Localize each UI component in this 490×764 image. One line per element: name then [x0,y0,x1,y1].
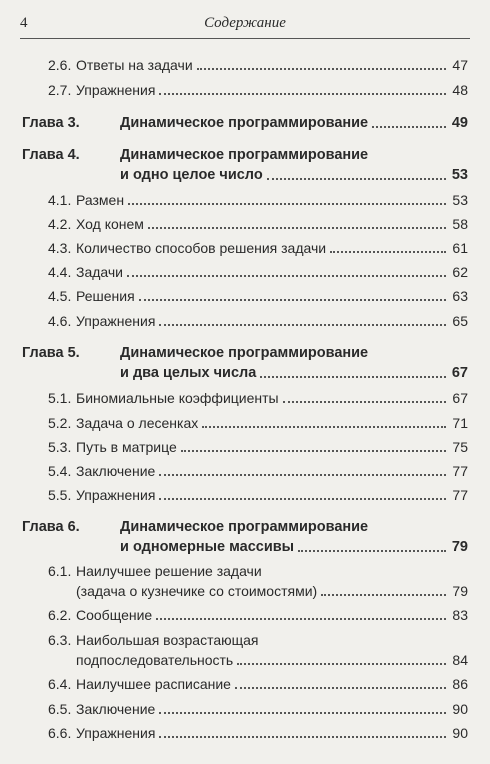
entry-number: 5.5. [48,487,72,503]
dot-leader [159,712,446,714]
dot-leader [156,618,446,620]
toc-chapter-6-line1 [0,514,490,536]
entry-page: 90 [452,701,468,717]
entry-number: 4.5. [48,288,72,304]
entry-title: Ответы на задачи [76,57,193,73]
entry-page: 48 [452,82,468,98]
entry-title: Сообщение [76,607,153,623]
toc-entry-4-4 [0,259,490,281]
dot-leader [148,227,446,229]
toc-chapter-3 [0,110,490,132]
dot-leader [330,251,446,253]
entry-title: Упражнения [76,82,156,98]
entry-number: 6.3. [48,632,72,648]
toc-entry-5-4 [0,458,490,480]
entry-number: 6.2. [48,607,72,623]
chapter-title-line1: Динамическое программирование [120,345,369,361]
entry-title: Задачи [76,264,124,280]
entry-title: Наилучшее расписание [76,676,231,692]
chapter-title-line1: Динамическое программирование [120,519,369,535]
chapter-page: 79 [451,539,468,555]
chapter-number: Глава 6. [22,519,80,535]
toc-entry-4-6 [0,308,490,330]
entry-number: 5.1. [48,390,72,406]
entry-page: 75 [452,439,468,455]
entry-page: 77 [452,487,468,503]
toc-entry-6-5 [0,696,490,718]
entry-title: Упражнения [76,313,156,329]
dot-leader [202,426,446,428]
entry-title-line1: Наилучшее решение задачи [76,563,262,579]
dot-leader [267,178,446,180]
entry-number: 4.4. [48,264,72,280]
entry-page: 47 [452,57,468,73]
running-title: Содержание [204,15,286,31]
entry-title: Биномиальные коэффициенты [76,390,279,406]
entry-page: 77 [452,463,468,479]
entry-page: 63 [452,288,468,304]
chapter-title-line2: и одно целое число [120,167,263,183]
toc-entry-4-5 [0,283,490,305]
chapter-number: Глава 5. [22,345,80,361]
entry-page: 90 [452,725,468,741]
entry-number: 6.5. [48,701,72,717]
entry-number: 4.1. [48,192,72,208]
entry-page: 53 [452,192,468,208]
chapter-page: 67 [451,365,468,381]
dot-leader [128,203,446,205]
entry-title: Упражнения [76,725,156,741]
dot-leader [159,324,446,326]
toc-entry-6-3-line1 [0,627,490,649]
toc-chapter-6-line2 [0,534,490,556]
dot-leader [260,376,446,378]
entry-title-line2: подпоследовательность [76,652,234,668]
toc-entry-5-3 [0,434,490,456]
toc-entry-5-1 [0,385,490,407]
toc-entry-4-3 [0,235,490,257]
entry-page: 58 [452,216,468,232]
chapter-title: Динамическое программирование [120,115,369,131]
toc-chapter-4-line1 [0,142,490,164]
dot-leader [139,299,446,301]
dot-leader [127,275,446,277]
dot-leader [159,498,446,500]
chapter-page: 49 [451,115,468,131]
toc-entry-4-1 [0,187,490,209]
entry-number: 2.7. [48,82,72,98]
entry-title-line1: Наибольшая возрастающая [76,632,259,648]
chapter-title-line2: и одномерные массивы [120,539,295,555]
entry-page: 62 [452,264,468,280]
toc-chapter-5-line2 [0,360,490,382]
dot-leader [159,93,446,95]
entry-number: 5.3. [48,439,72,455]
toc-entry-6-6 [0,720,490,742]
entry-page: 86 [452,676,468,692]
toc-entry-2-6 [0,52,490,74]
dot-leader [321,594,446,596]
entry-page: 79 [452,583,468,599]
entry-title: Решения [76,288,135,304]
toc-chapter-5-line1 [0,340,490,362]
dot-leader [372,126,446,128]
chapter-title-line2: и два целых числа [120,365,257,381]
toc-chapter-4-line2 [0,162,490,184]
dot-leader [235,687,446,689]
dot-leader [181,450,446,452]
entry-page: 71 [452,415,468,431]
entry-title: Размен [76,192,125,208]
chapter-number: Глава 3. [22,115,80,131]
toc-entry-2-7 [0,77,490,99]
entry-title: Путь в матрице [76,439,177,455]
toc-entry-6-1-line2 [0,578,490,600]
entry-title: Ход конем [76,216,144,232]
dot-leader [283,401,446,403]
toc-entry-6-1-line1 [0,558,490,580]
dot-leader [159,474,446,476]
toc-entry-6-3-line2 [0,647,490,669]
entry-title: Упражнения [76,487,156,503]
entry-number: 4.6. [48,313,72,329]
toc-entry-5-2 [0,410,490,432]
toc-entry-4-2 [0,211,490,233]
chapter-number: Глава 4. [22,147,80,163]
page-number: 4 [20,15,28,31]
entry-title-line2: (задача о кузнечике со стоимостями) [76,583,318,599]
entry-page: 84 [452,652,468,668]
entry-number: 5.4. [48,463,72,479]
entry-number: 2.6. [48,57,72,73]
entry-number: 4.3. [48,240,72,256]
entry-title: Задача о лесенках [76,415,199,431]
entry-title: Заключение [76,701,156,717]
dot-leader [197,68,446,70]
entry-page: 65 [452,313,468,329]
toc-entry-6-2 [0,602,490,624]
entry-page: 83 [452,607,468,623]
entry-number: 6.1. [48,563,72,579]
dot-leader [237,663,446,665]
chapter-title-line1: Динамическое программирование [120,147,369,163]
entry-page: 61 [452,240,468,256]
chapter-page: 53 [451,167,468,183]
toc-entry-6-4 [0,671,490,693]
entry-title: Количество способов решения задачи [76,240,327,256]
dot-leader [159,736,446,738]
toc-entry-5-5 [0,482,490,504]
entry-page: 67 [452,390,468,406]
entry-number: 6.6. [48,725,72,741]
entry-number: 5.2. [48,415,72,431]
entry-number: 6.4. [48,676,72,692]
entry-title: Заключение [76,463,156,479]
dot-leader [298,550,446,552]
entry-number: 4.2. [48,216,72,232]
